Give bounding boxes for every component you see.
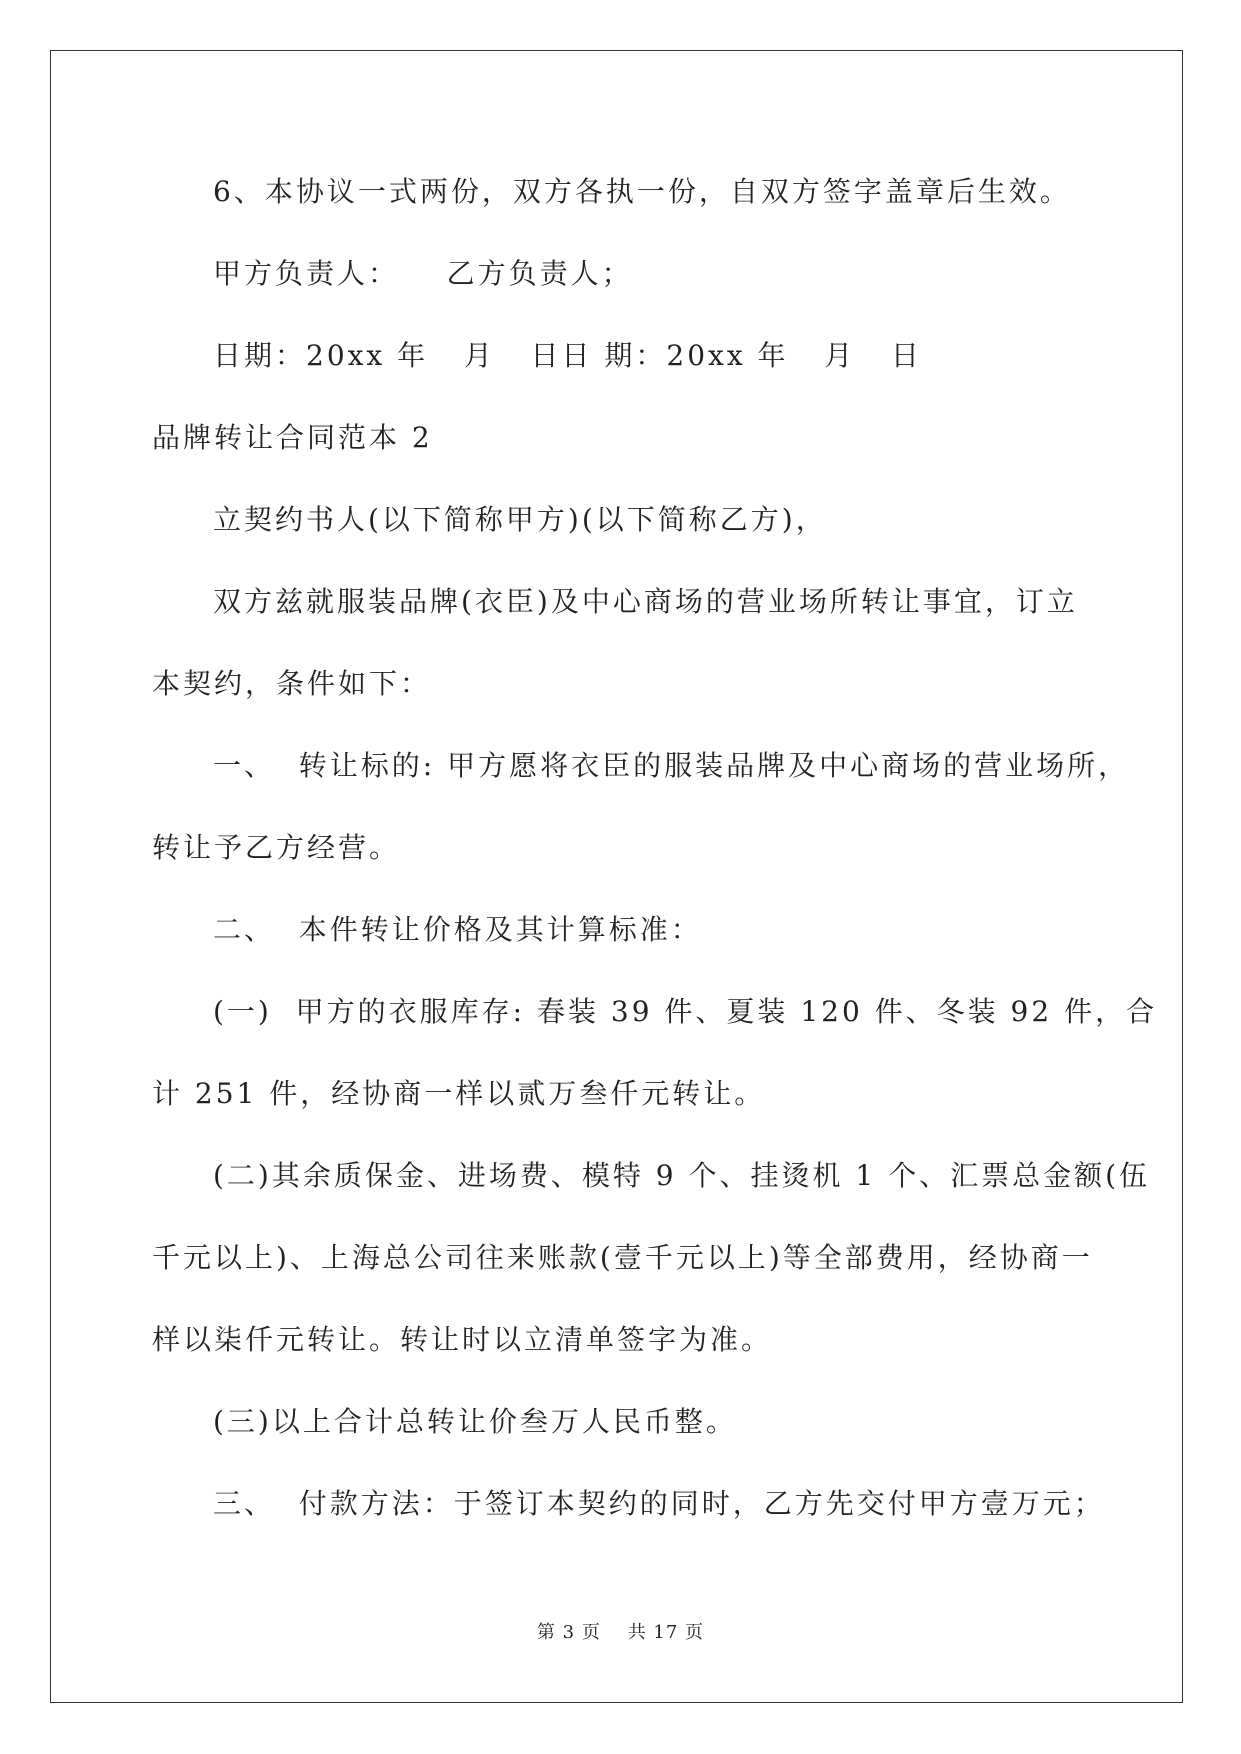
article-2-item-2-line-3: 样以柒仟元转让。转让时以立清单签字为准。 [152,1323,773,1356]
article-2-heading: 二、 本件转让价格及其计算标准： [213,913,702,946]
clause-6: 6、本协议一式两份，双方各执一份，自双方签字盖章后生效。 [213,175,1071,208]
preamble-line-2: 本契约，条件如下： [152,667,432,700]
article-2-item-3: (三)以上合计总转让价叁万人民币整。 [213,1405,737,1438]
section-title: 品牌转让合同范本 2 [152,421,433,454]
page-border [50,50,1183,1703]
signature-dates: 日期：20xx 年 月 日日 期：20xx 年 月 日 [213,339,922,372]
party-a-b-signatories: 甲方负责人： 乙方负责人； [213,257,633,290]
article-1-line-2: 转让予乙方经营。 [152,831,401,864]
article-3-line-1: 三、 付款方法：于签订本契约的同时，乙方先交付甲方壹万元； [213,1487,1105,1520]
article-1-line-1: 一、 转让标的: 甲方愿将衣臣的服装品牌及中心商场的营业场所， [213,749,1130,782]
page-number-footer: 第 3 页 共 17 页 [536,1622,705,1643]
article-2-item-2-line-2: 千元以上)、上海总公司往来账款(壹千元以上)等全部费用，经协商一 [152,1241,1093,1274]
contract-parties: 立契约书人(以下简称甲方)(以下简称乙方)， [213,503,827,536]
article-2-item-1-line-2: 计 251 件，经协商一样以贰万叁仟元转让。 [152,1077,766,1110]
article-2-item-1-line-1: (一) 甲方的衣服库存: 春装 39 件、夏装 120 件、冬装 92 件，合 [213,995,1158,1028]
preamble-line-1: 双方兹就服装品牌(衣臣)及中心商场的营业场所转让事宜，订立 [213,585,1078,618]
article-2-item-2-line-1: (二)其余质保金、进场费、模特 9 个、挂烫机 1 个、汇票总金额(伍 [213,1159,1151,1192]
